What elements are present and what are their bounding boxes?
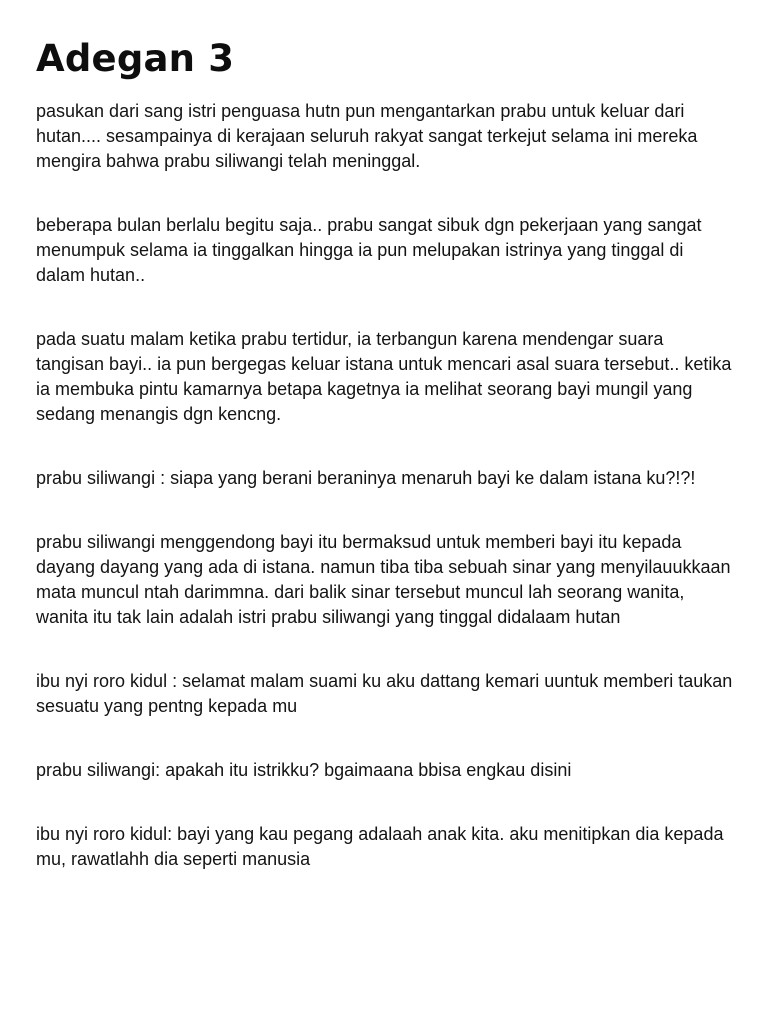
paragraph-3: pada suatu malam ketika prabu tertidur, ia terbangun karena mendengar suara tangisan bayi.. ia pun bergegas keluar istana untuk mencari asal suara tersebut.. ketika ia membuka pintu kamarnya betapa kagetnya ia melihat seorang bayi mungil yang sedang menangis dgn kencng. — [36, 329, 732, 424]
paragraph-2: beberapa bulan berlalu begitu saja.. prabu sangat sibuk dgn pekerjaan yang sangat menumpuk selama ia tinggalkan hingga ia pun melupakan istrinya yang tinggal di dalam hutan.. — [36, 215, 702, 285]
paragraph-1: pasukan dari sang istri penguasa hutn pun mengantarkan prabu untuk keluar dari hutan.... sesampainya di kerajaan seluruh rakyat sangat terkejut selama ini mereka mengira bahwa prabu siliwangi telah meninggal. — [36, 101, 698, 171]
paragraph-7: prabu siliwangi: apakah itu istrikku? bgaimaana bbisa engkau disini — [36, 760, 572, 780]
document-page — [36, 0, 736, 872]
paragraph-8: ibu nyi roro kidul: bayi yang kau pegang adalaah anak kita. aku menitipkan dia kepada mu, rawatlahh dia seperti manusia — [36, 824, 724, 869]
paragraph-5: prabu siliwangi menggendong bayi itu bermaksud untuk memberi bayi itu kepada dayang dayang yang ada di istana. namun tiba tiba sebuah sinar yang menyilauukkaan mata muncul ntah darimmna. dari balik sinar tersebut muncul lah seorang wanita, wanita itu tak lain adalah istri prabu siliwangi yang tinggal didalaam hutan — [36, 532, 731, 627]
paragraph-4: prabu siliwangi : siapa yang berani beraninya menaruh bayi ke dalam istana ku?!?! — [36, 468, 696, 488]
page-title: Adegan 3 — [36, 37, 235, 80]
paragraph-6: ibu nyi roro kidul : selamat malam suami ku aku dattang kemari uuntuk memberi taukan sesuatu yang pentng kepada mu — [36, 671, 733, 716]
